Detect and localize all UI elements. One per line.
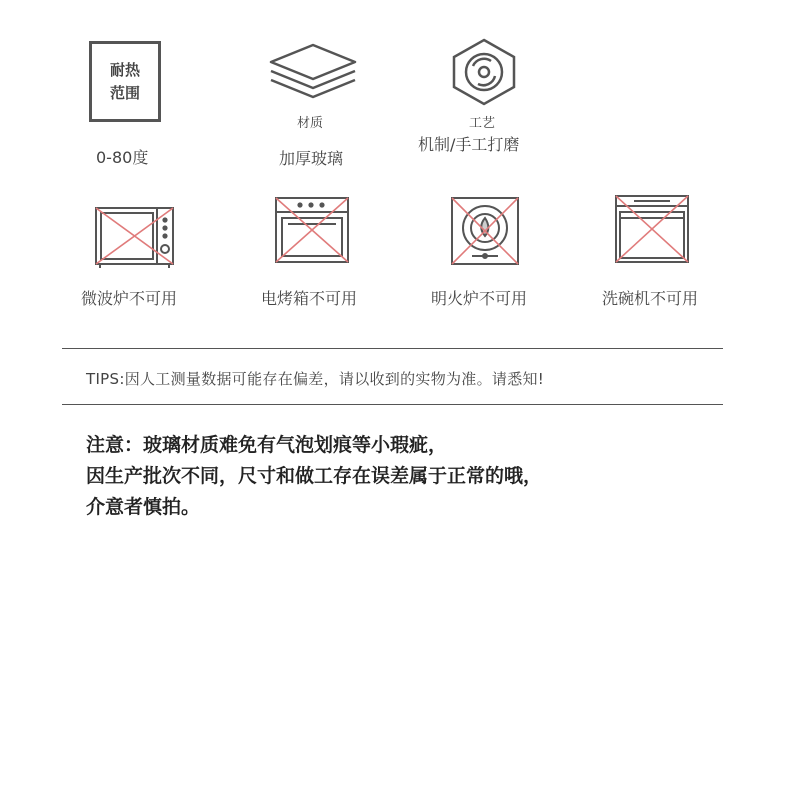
note-line-1: 注意：玻璃材质难免有气泡划痕等小瑕疵， (86, 434, 448, 456)
microwave-label: 微波炉不可用 (81, 289, 178, 308)
gas-stove-label: 明火炉不可用 (431, 289, 528, 308)
tips-text: TIPS:因人工测量数据可能存在偏差，请以收到的实物为准。请悉知! (86, 370, 545, 388)
temperature-caption: 0-80度 (96, 148, 149, 167)
material-caption: 加厚玻璃 (279, 149, 344, 168)
craft-caption: 机制/手工打磨 (418, 135, 520, 154)
dishwasher-icon (614, 192, 690, 268)
hexagon-disc-icon (451, 38, 517, 106)
microwave-icon (95, 206, 175, 270)
dishwasher-label: 洗碗机不可用 (602, 289, 699, 308)
oven-label: 电烤箱不可用 (261, 289, 358, 308)
note-line-2: 因生产批次不同，尺寸和做工存在误差属于正常的哦， (86, 465, 543, 487)
craft-title: 工艺 (469, 116, 496, 131)
gas-stove-icon (450, 196, 520, 268)
heat-resistance-box (89, 41, 161, 122)
material-title: 材质 (297, 116, 324, 131)
heat-label-line1: 耐热 (109, 61, 140, 79)
divider-bottom (62, 404, 723, 405)
divider-top (62, 348, 723, 349)
oven-icon (274, 196, 350, 268)
note-line-3: 介意者慎拍。 (86, 496, 201, 518)
layers-icon (268, 42, 358, 98)
heat-label-line2: 范围 (109, 83, 140, 102)
